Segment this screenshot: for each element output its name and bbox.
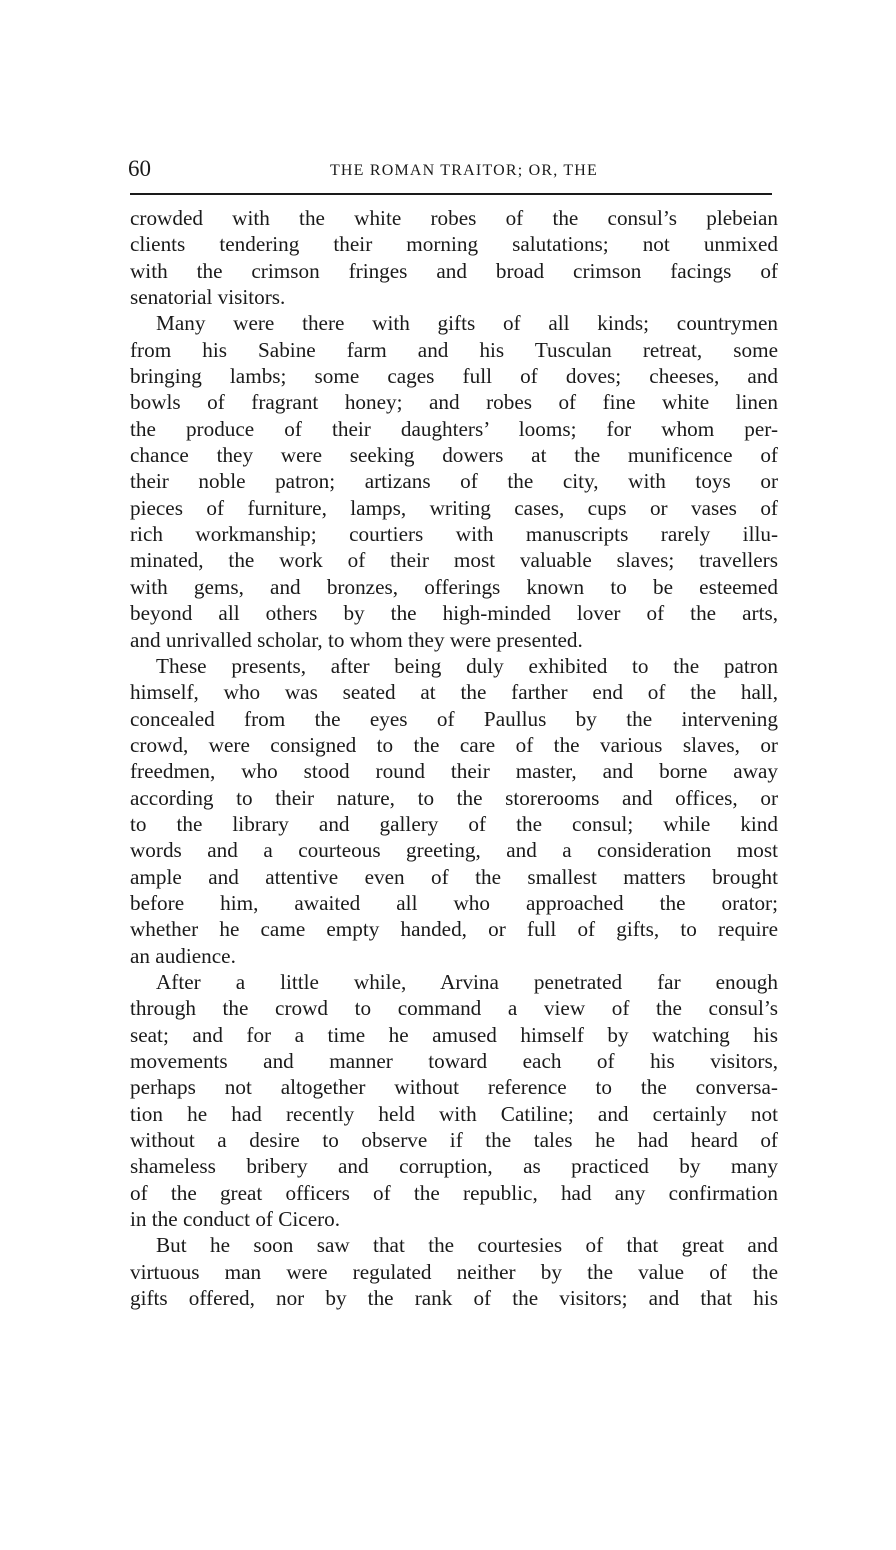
text-line: crowded with the white robes of the consul’s plebeian <box>130 206 778 230</box>
text-line: pieces of furniture, lamps, writing cases, cups or vases of <box>130 495 778 520</box>
text-line: senatorial visitors. <box>130 285 286 310</box>
text-line: before him, awaited all who approached the orator; <box>130 890 778 915</box>
text-line: Many were there with gifts of all kinds; countrymen <box>156 311 778 336</box>
text-line: whether he came empty handed, or full of gifts, to require <box>130 917 778 942</box>
text-line: words and a courteous greeting, and a consideration most <box>130 838 778 863</box>
text-line: shameless bribery and corruption, as practiced by many <box>130 1154 778 1179</box>
text-line: tion he had recently held with Catiline; and certainly not <box>130 1101 778 1126</box>
text-line: movements and manner toward each of his visitors, <box>130 1049 778 1073</box>
text-line: bringing lambs; some cages full of doves; cheeses, and <box>130 364 778 389</box>
text-line: without a desire to observe if the tales he had heard of <box>130 1128 778 1153</box>
body-text <box>130 205 778 1311</box>
text-line: gifts offered, nor by the rank of the visitors; and that his <box>130 1286 778 1311</box>
text-line: in the conduct of Cicero. <box>130 1207 341 1232</box>
running-title: THE ROMAN TRAITOR; OR, THE <box>329 162 599 179</box>
text-line: with the crimson fringes and broad crimson facings of <box>130 258 778 283</box>
text-line: from his Sabine farm and his Tusculan retreat, some <box>130 337 778 362</box>
text-line: according to their nature, to the storerooms and offices, or <box>130 785 778 810</box>
text-line: with gems, and bronzes, offerings known to be esteemed <box>130 574 778 599</box>
paragraph <box>130 310 778 652</box>
text-line: perhaps not altogether without reference to the conversa- <box>130 1075 778 1100</box>
text-line: chance they were seeking dowers at the munificence of <box>130 443 778 468</box>
paragraph <box>130 653 778 969</box>
book-page <box>130 152 778 1311</box>
paragraph <box>130 205 778 310</box>
text-line: seat; and for a time he amused himself by watching his <box>130 1022 778 1047</box>
text-line: their noble patron; artizans of the city, with toys or <box>130 469 778 494</box>
paragraph <box>130 1232 778 1311</box>
page-number: 60 <box>128 156 151 181</box>
text-line: bowls of fragrant honey; and robes of fine white linen <box>130 390 778 415</box>
text-line: But he soon saw that the courtesies of that great and <box>156 1233 778 1258</box>
running-head <box>130 152 778 184</box>
text-line: virtuous man were regulated neither by the value of the <box>130 1259 778 1284</box>
text-line: to the library and gallery of the consul; while kind <box>130 811 778 836</box>
text-line: through the crowd to command a view of the consul’s <box>130 996 778 1021</box>
text-line: clients tendering their morning salutations; not unmixed <box>130 232 778 257</box>
text-line: the produce of their daughters’ looms; for whom per- <box>130 416 778 441</box>
text-line: an audience. <box>130 943 236 968</box>
text-line: crowd, were consigned to the care of the various slaves, or <box>130 732 778 757</box>
text-line: of the great officers of the republic, had any confirmation <box>130 1180 778 1205</box>
paragraph <box>130 969 778 1232</box>
header-rule <box>130 193 772 195</box>
text-line: After a little while, Arvina penetrated far enough <box>156 969 778 994</box>
text-line: rich workmanship; courtiers with manuscripts rarely illu- <box>130 522 778 547</box>
text-line: freedmen, who stood round their master, and borne away <box>130 759 778 784</box>
text-line: ample and attentive even of the smallest matters brought <box>130 864 778 889</box>
text-line: These presents, after being duly exhibited to the patron <box>156 653 778 678</box>
text-line: and unrivalled scholar, to whom they were presented. <box>130 627 583 652</box>
text-line: himself, who was seated at the farther end of the hall, <box>130 680 778 705</box>
text-line: concealed from the eyes of Paullus by the intervening <box>130 706 778 731</box>
text-line: minated, the work of their most valuable slaves; travellers <box>130 548 778 573</box>
text-line: beyond all others by the high-minded lover of the arts, <box>130 601 778 626</box>
